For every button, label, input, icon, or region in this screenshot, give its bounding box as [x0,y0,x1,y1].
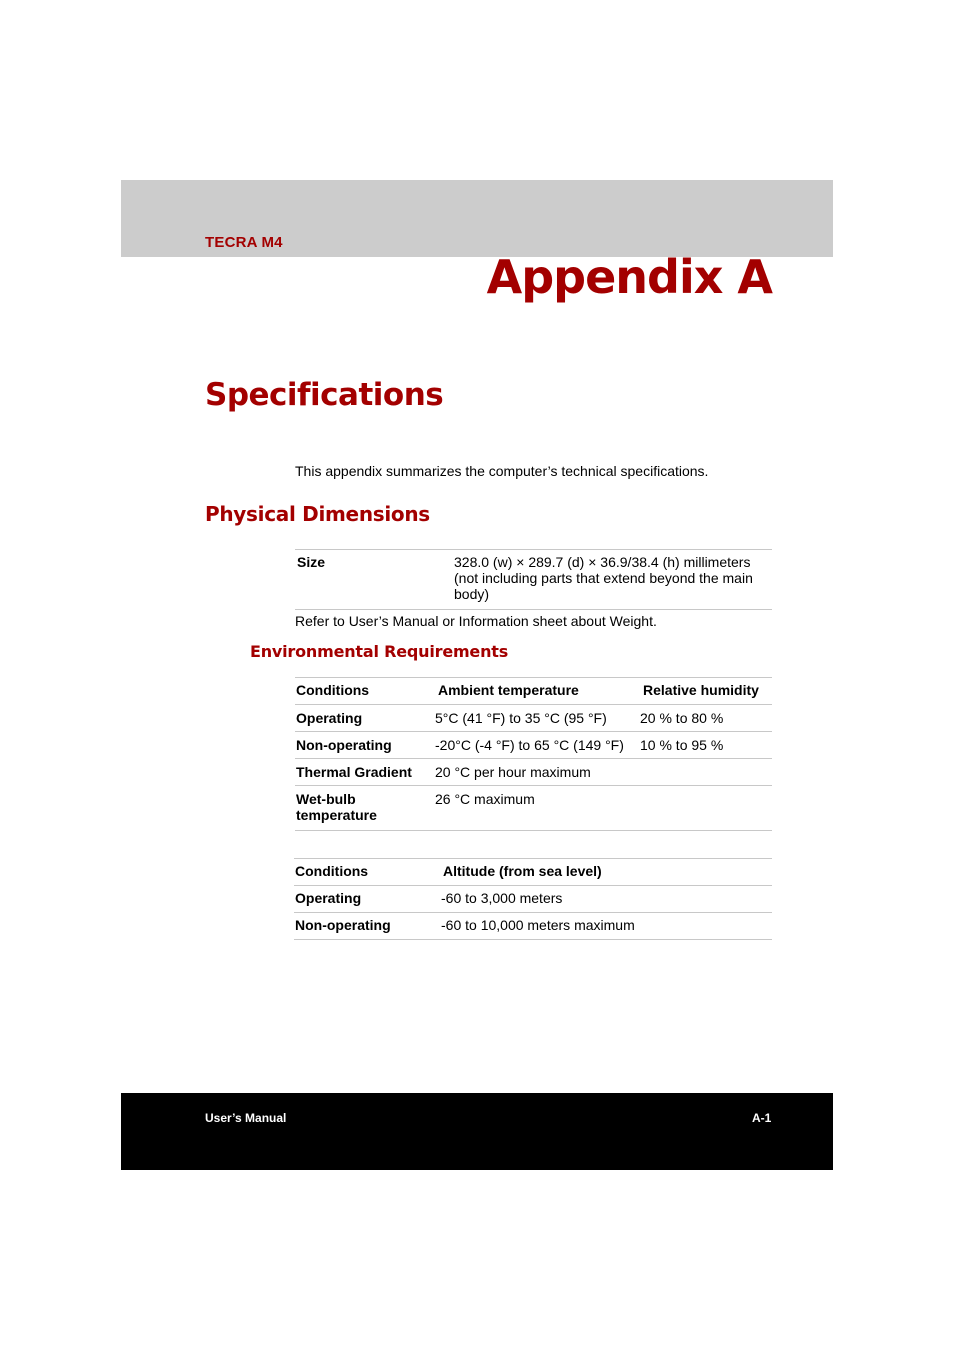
column-header: Conditions [296,682,370,698]
dimensions-table [295,549,772,610]
table-cell: Operating [296,710,363,726]
table-cell: Non-operating [296,737,392,753]
table-row [295,705,772,732]
size-value-line: 328.0 (w) × 289.7 (d) × 36.9/38.4 (h) millimeters [454,554,751,570]
table-cell: -20°C (-4 °F) to 65 °C (149 °F) [435,737,624,753]
size-value [454,550,772,610]
cell-line: temperature [296,807,377,823]
table-cell: Thermal Gradient [296,764,412,780]
section-title: Specifications [205,377,444,413]
table-cell: 26 °C maximum [435,791,535,807]
page-number: A-1 [752,1111,772,1125]
table-row [295,759,772,786]
physical-dimensions-heading: Physical Dimensions [205,502,430,526]
appendix-title: Appendix A [486,250,772,304]
table-row [294,886,772,913]
size-value-line: (not including parts that extend beyond the main [454,570,753,586]
footer-band [121,1093,833,1170]
table-row [295,786,772,831]
column-header: Ambient temperature [438,682,579,698]
table-cell: -60 to 10,000 meters maximum [441,917,635,933]
table-row [295,732,772,759]
intro-text: This appendix summarizes the computer’s technical specifications. [295,463,709,479]
table-header-row [295,678,772,705]
column-header: Altitude (from sea level) [443,863,602,879]
table-cell: 10 % to 95 % [640,737,724,753]
size-value-line: body) [454,586,490,602]
size-label: Size [297,554,326,570]
table-row [295,550,772,610]
table-cell: 20 °C per hour maximum [435,764,591,780]
table-cell: 20 % to 80 % [640,710,724,726]
table-cell [640,786,772,831]
table-row [294,913,772,940]
table-cell [640,759,772,786]
brand-label: TECRA M4 [205,234,283,251]
weight-note: Refer to User’s Manual or Information sheet about Weight. [295,613,657,629]
column-header: Conditions [295,863,369,879]
table-cell: Operating [295,890,362,906]
footer-manual-label: User’s Manual [205,1111,287,1125]
altitude-table [294,858,772,940]
table-cell [295,786,435,831]
table-cell: Non-operating [295,917,391,933]
environmental-requirements-heading: Environmental Requirements [250,642,509,661]
environment-table [295,677,772,831]
cell-line: Wet-bulb [296,791,356,807]
column-header: Relative humidity [643,682,759,698]
table-header-row [294,859,772,886]
table-cell: -60 to 3,000 meters [441,890,563,906]
table-cell: 5°C (41 °F) to 35 °C (95 °F) [435,710,607,726]
